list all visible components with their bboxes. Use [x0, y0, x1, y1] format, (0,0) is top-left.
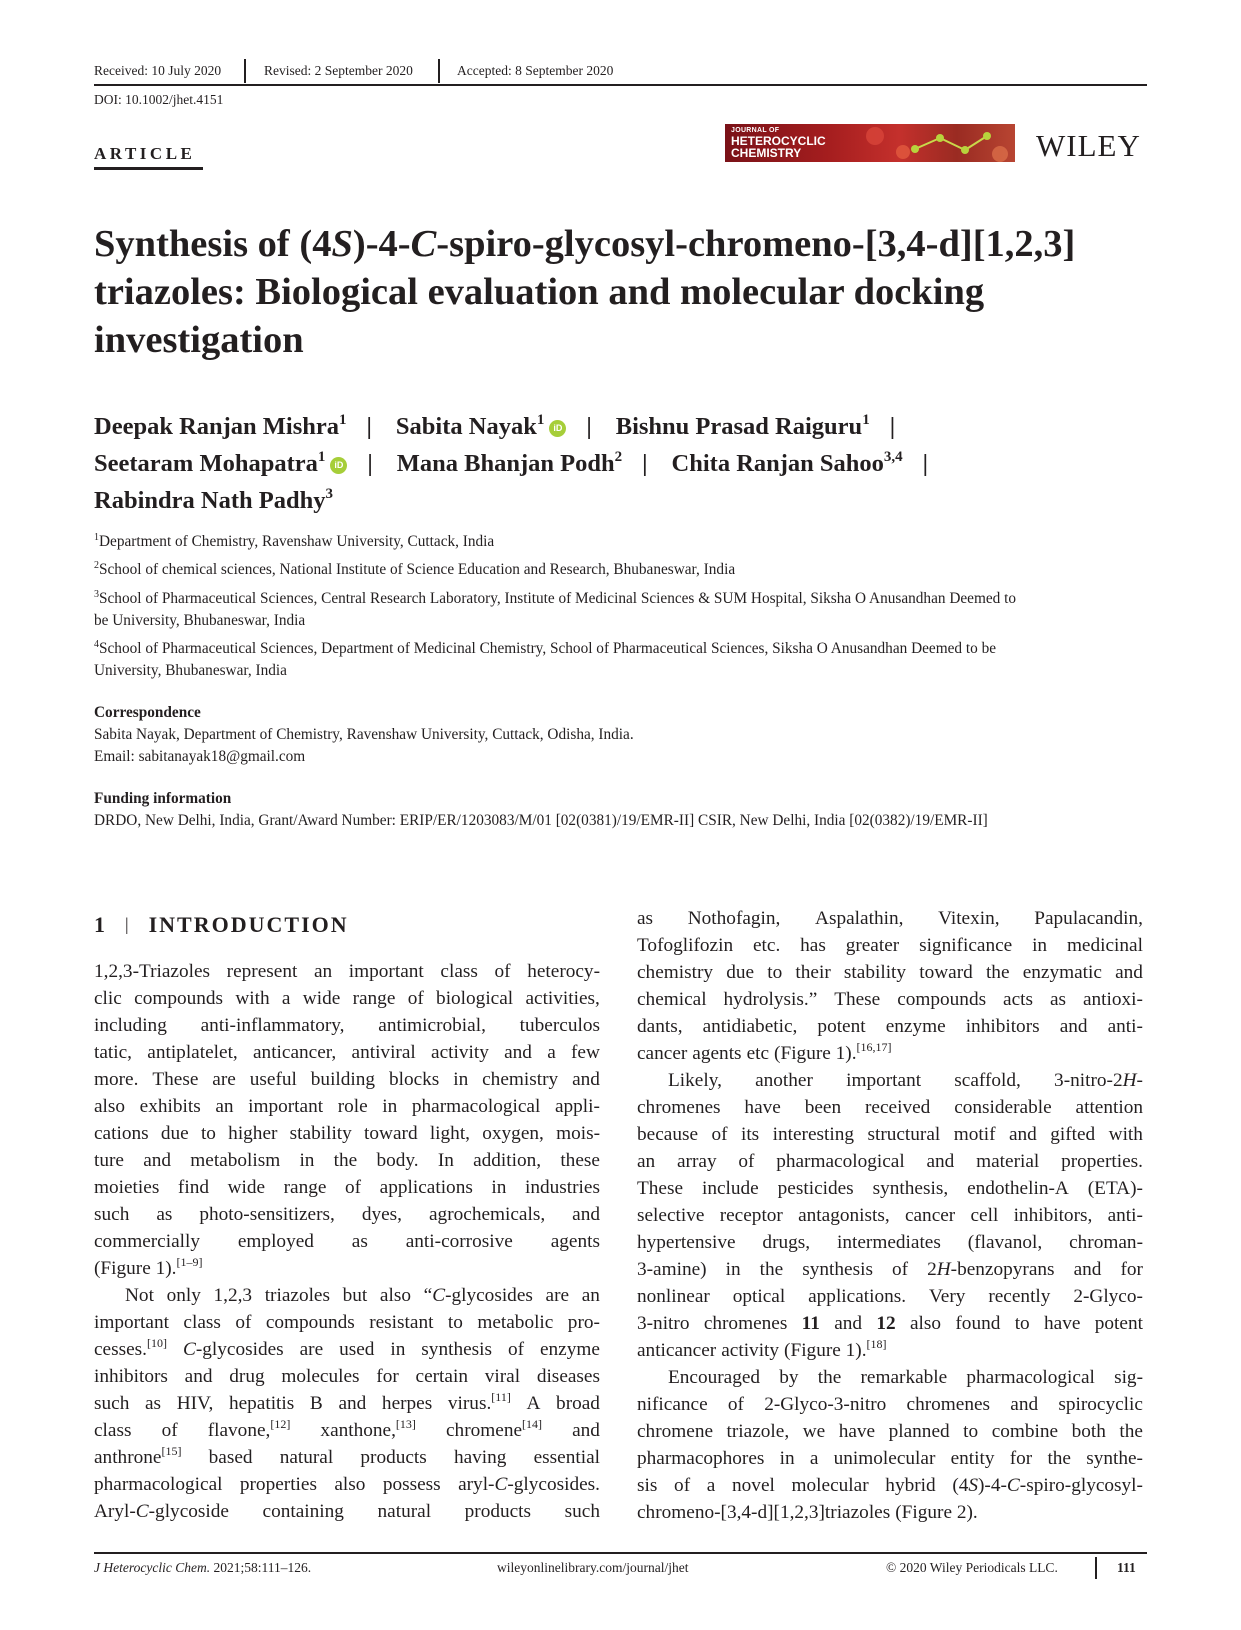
text-line: pharmacophores in a unimolecular entity for the synthe-: [637, 1448, 1143, 1469]
author: Bishnu Prasad Raiguru$^1$: [615, 412, 870, 440]
text-line: as Nothofagin, Aspalathin, Vitexin, Papulacandin,: [637, 908, 1143, 929]
text-line: Encouraged by the remarkable pharmacological sig-: [668, 1367, 1143, 1388]
title-line: Synthesis of (4S)-4-C-spiro-glycosyl-chromeno-[3,4-d][1,2,3]: [94, 223, 1076, 265]
text-line: sis of a novel molecular hybrid (4S)-4-C-spiro-glycosyl-: [637, 1475, 1143, 1496]
article-label-underline: [94, 167, 203, 170]
footer-citation: J Heterocyclic Chem. 2021;58:111–126.: [94, 1560, 312, 1575]
title-line: investigation: [94, 319, 304, 361]
text-line: clic compounds with a wide range of biological activities,: [94, 988, 600, 1009]
citation[interactable]: [1–9]: [176, 1255, 203, 1269]
correspondence-address: Sabita Nayak, Department of Chemistry, Ravenshaw University, Cuttack, Odisha, India.: [94, 726, 634, 743]
author: Deepak Ranjan Mishra$^1$: [94, 412, 347, 440]
author: Chita Ranjan Sahoo$^{3,4}$: [671, 449, 903, 477]
text-line: chemical hydrolysis.” These compounds acts as antioxi-: [637, 989, 1143, 1010]
citation[interactable]: [15]: [161, 1444, 182, 1458]
footer-url[interactable]: wileyonlinelibrary.com/journal/jhet: [497, 1560, 689, 1575]
affiliation: $^2$School of chemical sciences, National Institute of Science Education and Research, Bhubaneswar, India: [94, 560, 736, 578]
citation[interactable]: [10]: [147, 1336, 168, 1350]
article-dates: [94, 63, 1147, 83]
text-line: Aryl-C-glycoside containing natural products such: [94, 1501, 600, 1522]
citation[interactable]: [13]: [395, 1417, 416, 1431]
journal-logo: [725, 124, 1015, 162]
body-column-right: [637, 905, 1143, 1526]
orcid-icon[interactable]: iD: [549, 420, 566, 437]
text-line: Likely, another important scaffold, 3-nitro-2H-: [668, 1070, 1143, 1091]
title-line: triazoles: Biological evaluation and molecular docking: [94, 271, 985, 313]
funding-label: Funding information: [94, 790, 232, 807]
accepted-date: Accepted: 8 September 2020: [457, 63, 614, 78]
citation[interactable]: [18]: [866, 1337, 887, 1351]
text-line: such as photo-sensitizers, dyes, agrochemicals, and: [94, 1204, 600, 1225]
author: Mana Bhanjan Podh$^2$: [396, 449, 623, 477]
section-title: INTRODUCTION: [148, 912, 349, 937]
section-separator: |: [125, 914, 131, 934]
affiliation: $^1$Department of Chemistry, Ravenshaw University, Cuttack, India: [94, 532, 495, 550]
text-line: cesses.[10] C-glycosides are used in synthesis of enzyme: [94, 1336, 600, 1360]
text-line: (Figure 1).[1–9]: [94, 1255, 203, 1279]
paper-title: [94, 220, 1154, 364]
section-number: 1: [94, 912, 107, 937]
author: Sabita Nayak$^1$ iD: [396, 413, 566, 440]
citation[interactable]: [12]: [270, 1417, 291, 1431]
footer-copyright: © 2020 Wiley Periodicals LLC.: [886, 1560, 1058, 1575]
author: Rabindra Nath Padhy$^3$: [94, 486, 333, 514]
text-line: selective receptor antagonists, cancer cell inhibitors, anti-: [637, 1205, 1143, 1226]
section-heading: [94, 912, 349, 938]
text-line: hypertensive drugs, intermediates (flavanol, chroman-: [637, 1232, 1143, 1253]
text-line: These include pesticides synthesis, endothelin-A (ETA)-: [637, 1178, 1143, 1199]
text-line: chromene triazole, we have planned to combine both the: [637, 1421, 1143, 1442]
text-line: chromeno-[3,4-d][1,2,3]triazoles (Figure 2).: [637, 1502, 978, 1523]
text-line: Not only 1,2,3 triazoles but also “C-glycosides are an: [125, 1285, 600, 1306]
text-line: cancer agents etc (Figure 1).[16,17]: [637, 1040, 892, 1064]
affiliation: $^4$School of Pharmaceutical Sciences, Department of Medicinal Chemistry, School of Pharmaceutical Sciences, Siksha O Anusandhan Deemed to be University, Bhubaneswar, India: [94, 639, 997, 679]
header-rule: [94, 84, 1147, 86]
article-type-label: ARTICLE: [94, 144, 196, 163]
citation[interactable]: [11]: [491, 1390, 511, 1404]
correspondence-email: Email: sabitanayak18@gmail.com: [94, 748, 306, 765]
footer-divider: [1095, 1557, 1097, 1579]
text-line: moieties find wide range of applications in industries: [94, 1177, 600, 1198]
text-line: inhibitors and drug molecules for certain viral diseases: [94, 1366, 600, 1387]
publisher-logo: WILEY: [1036, 128, 1141, 163]
text-line: chemistry due to their stability toward the enzymatic and: [637, 962, 1143, 983]
text-line: an array of pharmacological and material properties.: [637, 1151, 1143, 1172]
text-line: ture and metabolism in the body. In addition, these: [94, 1150, 600, 1171]
text-line: class of flavone,[12] xanthone,[13] chromene[14] and: [94, 1417, 600, 1441]
date-divider: [438, 59, 440, 83]
text-line: anthrone[15] based natural products having essential: [94, 1444, 600, 1468]
correspondence-label: Correspondence: [94, 704, 201, 721]
text-line: 3-amine) in the synthesis of 2H-benzopyrans and for: [637, 1259, 1143, 1280]
journal-name: JOURNAL OF HETEROCYCLIC CHEMISTRY: [731, 127, 826, 160]
text-line: 3-nitro chromenes 11 and 12 also found to have potent: [637, 1313, 1143, 1334]
text-line: anticancer activity (Figure 1).[18]: [637, 1337, 887, 1361]
text-line: 1,2,3-Triazoles represent an important class of heterocy-: [94, 961, 600, 982]
text-line: such as HIV, hepatitis B and herpes virus.[11] A broad: [94, 1390, 600, 1414]
page-number: 111: [1117, 1560, 1136, 1575]
text-line: nificance of 2-Glyco-3-nitro chromenes and spirocyclic: [637, 1394, 1143, 1415]
text-line: because of its interesting structural motif and gifted with: [637, 1124, 1143, 1145]
citation[interactable]: [16,17]: [856, 1040, 892, 1054]
text-line: including anti-inflammatory, antimicrobial, tuberculos: [94, 1015, 600, 1036]
doi: DOI: 10.1002/jhet.4151: [94, 92, 224, 107]
received-date: Received: 10 July 2020: [94, 63, 222, 78]
text-line: tatic, antiplatelet, anticancer, antiviral activity and a few: [94, 1042, 600, 1063]
text-line: commercially employed as anti-corrosive agents: [94, 1231, 600, 1252]
author-list: Deepak Ranjan Mishra$^1$ | Sabita Nayak$^1$ iD | Bishnu Prasad Raiguru$^1$ | Seetaram Mohapatra$^1$ iD | Mana Bhanjan Podh$^2$ | Chita Ranjan Sahoo$^{3,4}$ | Rabindra Nath Padhy$^3$: [94, 412, 929, 514]
footer-rule: [94, 1552, 1147, 1554]
author: Seetaram Mohapatra$^1$ iD: [94, 450, 347, 477]
date-divider: [244, 59, 246, 83]
citation[interactable]: [14]: [522, 1417, 543, 1431]
text-line: cations due to higher stability toward light, oxygen, mois-: [94, 1123, 600, 1144]
revised-date: Revised: 2 September 2020: [264, 63, 413, 78]
text-line: Tofoglifozin etc. has greater significance in medicinal: [637, 935, 1143, 956]
affiliation: $^3$School of Pharmaceutical Sciences, Central Research Laboratory, Institute of Medicinal Sciences & SUM Hospital, Siksha O Anusandhan Deemed to be University, Bhubaneswar, India: [94, 589, 1017, 629]
text-line: also exhibits an important role in pharmacological appli-: [94, 1096, 600, 1117]
text-line: pharmacological properties also possess aryl-C-glycosides.: [94, 1474, 600, 1495]
text-line: more. These are useful building blocks in chemistry and: [94, 1069, 600, 1090]
text-line: nonlinear optical applications. Very recently 2-Glyco-: [637, 1286, 1143, 1307]
funding-text: DRDO, New Delhi, India, Grant/Award Number: ERIP/ER/1203083/M/01 [02(0381)/19/EMR-II] CSIR, New Delhi, India [02(0382)/19/EMR-II]: [94, 812, 988, 829]
text-line: important class of compounds resistant to metabolic pro-: [94, 1312, 600, 1333]
body-column-left: [94, 958, 600, 1525]
text-line: dants, antidiabetic, potent enzyme inhibitors and anti-: [637, 1016, 1143, 1037]
orcid-icon[interactable]: iD: [330, 457, 347, 474]
text-line: chromenes have been received considerable attention: [637, 1097, 1143, 1118]
